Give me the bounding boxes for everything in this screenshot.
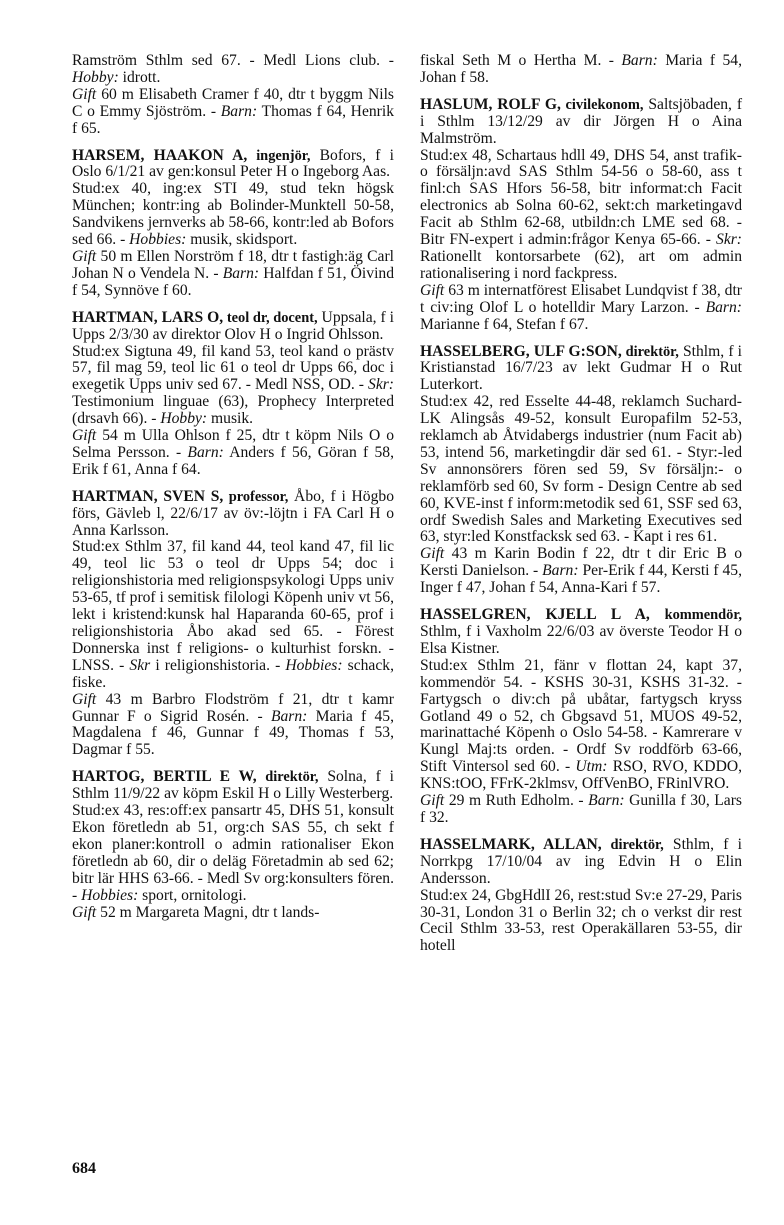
- entry-text: RSO, RVO, KDDO, KNS:tOO, FFrK-2klmsv, OffVenBO, FRinlVRO.: [420, 758, 742, 793]
- field-label: Skr:: [716, 231, 742, 249]
- entry-text: Maria f 45, Magdalena f 46, Gunnar f 49, Thomas f 53, Dagmar f 55.: [72, 707, 394, 759]
- entry-text: 52 m Margareta Magni, dtr t lands-: [96, 903, 320, 921]
- entry-text: Sthlm, f i Vaxholm 22/6/03 av överste Teodor H o Elsa Kistner.: [420, 623, 742, 657]
- entry-text: Per-Erik f 44, Kersti f 45, Inger f 47, Johan f 54, Anna-Kari f 57.: [420, 562, 742, 597]
- entry-text: Stud:ex Sigtuna 49, fil kand 53, teol kand o prästv 57, fil mag 59, teol lic 61 o teol dr Upps 66, doc i exegetik Upps univ sed 67. - Medl NSS, OD. -: [72, 342, 394, 394]
- entry-paragraph: [72, 249, 394, 300]
- entry-paragraph: [72, 344, 394, 429]
- field-label: Barn:: [542, 562, 579, 580]
- field-label: Hobby:: [160, 410, 208, 428]
- entry-heading-paragraph: [420, 837, 742, 888]
- entry-paragraph: [72, 803, 394, 904]
- entry-paragraph: [420, 546, 742, 597]
- entry-heading-paragraph: [420, 344, 742, 395]
- entry-text: Sthlm, f i Norrkpg 17/10/04 av ing Edvin H o Elin Andersson.: [420, 835, 743, 887]
- field-label: Gift: [420, 545, 445, 563]
- entry-paragraph: [72, 87, 394, 138]
- entry-text: Stud:ex Sthlm 21, fänr v flottan 24, kapt 37, kommendör 54. - KSHS 30-31, KSHS 31-32. - Fartygsch o div:ch på ubåtar, fartygsch kryss Gotland 49 o 52, ch Gbgsavd 51, MUOS 49-52, marinattaché Köpenh o Oslo 54-58. - Kamrerare v Kungl Maj:ts orden. - Ordf Sv roddförb 63-66, Stift Vintersol sed 60. -: [420, 656, 742, 776]
- entry-text: Halfdan f 51, Öivind f 54, Synnöve f 60.: [72, 264, 394, 299]
- entry-title: civilekonom,: [560, 96, 644, 113]
- entry-name: HARSEM, HAAKON A,: [72, 146, 248, 164]
- entry-name: HARTMAN, LARS O,: [72, 308, 224, 326]
- entry-heading-paragraph: [420, 607, 742, 658]
- entry-text: sport, ornitologi.: [138, 886, 247, 904]
- field-label: Skr:: [368, 376, 394, 394]
- entry-text: 29 m Ruth Edholm. -: [444, 792, 589, 810]
- field-label: Hobbies:: [129, 231, 187, 249]
- entry-name: HARTMAN, SVEN S,: [72, 487, 224, 505]
- field-label: Utm:: [575, 758, 608, 776]
- entry-text: 60 m Elisabeth Cramer f 40, dtr t byggm Nils C o Emmy Sjöström. -: [72, 85, 394, 120]
- entry-paragraph: [420, 888, 742, 956]
- entry-text: schack, fiske.: [72, 656, 394, 691]
- field-label: Gift: [72, 247, 97, 265]
- entry-name: HARTOG, BERTIL E W,: [72, 768, 257, 786]
- entry-text: Saltsjöbaden, f i Sthlm 13/12/29 av dir Jörgen H o Aina Malmström.: [420, 95, 743, 147]
- entry-text: i religionshistoria. -: [150, 656, 286, 674]
- field-label: Barn:: [270, 707, 308, 725]
- entry-text: idrott.: [118, 68, 161, 86]
- entry-text: 43 m Barbro Flodström f 21, dtr t kamr Gunnar F o Sigrid Rosén. -: [72, 690, 394, 725]
- entry-title: direktör,: [621, 343, 679, 360]
- entry-text: Marianne f 64, Stefan f 67.: [420, 315, 589, 333]
- field-label: Hobbies:: [81, 886, 139, 904]
- entry-text: Stud:ex 43, res:off:ex pansartr 45, DHS 51, konsult Ekon företledn ab 51, org:ch SAS 55, ch sekt f ekon planer:kontroll o admin rationaliser Ekon företledn ab 60, dir o deläg Företadmin ab sed 62; bitr lär HHS 63-66. - Medl Sv org:konsulters fören. -: [72, 802, 394, 904]
- biography-entry: [420, 837, 742, 955]
- entry-paragraph: [72, 428, 394, 479]
- field-label: Barn:: [187, 443, 224, 461]
- entry-title: direktör,: [601, 836, 664, 853]
- entry-heading-paragraph: [72, 769, 394, 803]
- entry-text: Åbo, f i Högbo förs, Gävleb l, 22/6/17 av öv:-löjtn i FA Carl H o Anna Karlsson.: [72, 487, 394, 539]
- entry-heading-paragraph: [420, 97, 742, 148]
- field-label: Gift: [72, 427, 97, 445]
- entry-title: direktör,: [256, 769, 319, 786]
- entry-paragraph: [420, 793, 742, 827]
- entry-text: Stud:ex 42, red Esselte 44-48, reklamch Suchard-LK Alingsås 49-52, konsult Europafilm 52-53, reklamch ab Åtvidabergs industrier (num Facit ab) 53, intend 56, marketingdir där sed 61. - Styr:-led Sv annonsörers fören sed 59, Sv försäljn:- o reklamförb sed 60, Sv form - Design Centre ab sed 60, KVE-inst f inform:metodik sed 61, SSF sed 63, ordf Swedish Sales and Marketing Executives sed 63, styr:led Konstfacksk sed 63. - Kapt i res 61.: [420, 393, 742, 546]
- entry-name: HASLUM, ROLF G,: [420, 95, 561, 113]
- entry-name: HASSELMARK, ALLAN,: [420, 835, 602, 853]
- biography-entry: [420, 344, 742, 598]
- field-label: Gift: [72, 690, 97, 708]
- biography-entry: [72, 489, 394, 760]
- field-label: Gift: [72, 85, 97, 103]
- entry-name: HASSELBERG, ULF G:SON,: [420, 342, 622, 360]
- entry-text: Thomas f 64, Henrik f 65.: [72, 102, 394, 137]
- entry-paragraph: [72, 905, 394, 922]
- field-label: Barn:: [222, 264, 260, 282]
- entry-text: Stud:ex 40, ing:ex STI 49, stud tekn högsk München; kontr:ing ab Bolinder-Munktell 50-58, Sandvikens jernverks ab 58-66, kontr:led ab Bofors sed 66. -: [72, 180, 394, 249]
- right-column: [420, 53, 742, 955]
- entry-name: HASSELGREN, KJELL L A,: [420, 606, 650, 624]
- entry-text: Anders f 56, Göran f 58, Erik f 61, Anna f 64.: [72, 443, 394, 478]
- entry-text: 54 m Ulla Ohlson f 25, dtr t köpm Nils O o Selma Persson. -: [72, 427, 394, 461]
- entry-text: 63 m internatförest Elisabet Lundqvist f 38, dtr t civ:ing Olof L o hotelldir Mary Larzon. -: [420, 281, 742, 316]
- entry-text: Solna, f i Sthlm 11/9/22 av köpm Eskil H o Lilly Westerberg.: [72, 768, 395, 803]
- page-number: 684: [72, 1160, 96, 1177]
- entry-title: kommendör,: [649, 607, 742, 624]
- field-label: Barn:: [705, 298, 742, 316]
- entry-text: musik.: [207, 410, 254, 428]
- entry-text: Sthlm, f i Kristianstad 16/7/23 av lekt Gudmar H o Rut Luterkort.: [420, 342, 742, 394]
- entry-text: Maria f 54, Johan f 58.: [420, 52, 742, 86]
- entry-title: teol dr, docent,: [223, 309, 318, 326]
- entry-paragraph: [420, 658, 742, 793]
- field-label: Gift: [420, 792, 445, 810]
- entry-heading-paragraph: [420, 53, 742, 87]
- field-label: Gift: [420, 281, 445, 299]
- entry-title: ingenjör,: [247, 147, 311, 164]
- field-label: Barn:: [621, 52, 658, 69]
- entry-text: 43 m Karin Bodin f 22, dtr t dir Eric B o Kersti Danielson. -: [420, 545, 742, 580]
- field-label: Barn:: [220, 102, 258, 120]
- biography-entry: [420, 97, 742, 334]
- entry-heading-paragraph: [72, 310, 394, 344]
- field-label: Barn:: [588, 792, 625, 810]
- biography-entry: [420, 53, 742, 87]
- entry-text: Stud:ex 24, GbgHdlI 26, rest:stud Sv:e 27-29, Paris 30-31, London 31 o Berlin 32; ch o verkst dir rest Cecil Sthlm 33-53, rest Operakällaren 53-55, dir hotell: [420, 886, 742, 955]
- entry-paragraph: [420, 283, 742, 334]
- entry-text: Stud:ex Sthlm 37, fil kand 44, teol kand 47, fil lic 49, teol lic 53 o teol dr Upps 54; doc i religionshistoria med religionspsykologi Upps univ 53-65, tf prof i semitisk filologi Köpenh univ vt 56, lekt i kristend:kunsk hal Haparanda 60-65, prof i religionshistoria Åbo akad sed 65. - Förest Donnerska inst f religions- o kulturhist forskn. - LNSS. -: [72, 538, 394, 674]
- biography-entry: [420, 607, 742, 827]
- biography-entry: [72, 769, 394, 921]
- entry-text: Stud:ex 48, Schartaus hdll 49, DHS 54, anst trafik- o försäljn:avd SAS Sthlm 54-56 o 58-60, ass t finl:ch SAS Hfors 56-58, bitr informat:ch Facit electronics ab Solna 60-62, sekt:ch marketingavd Facit ab Sthlm 62-68, utbildn:ch LME sed 68. - Bitr FN-expert i admin:frågor Kenya 65-66. -: [420, 146, 742, 249]
- entry-paragraph: [72, 181, 394, 249]
- entry-paragraph: [420, 148, 742, 283]
- entry-text: fiskal Seth M o Hertha M. -: [420, 52, 622, 69]
- entry-text: Gunilla f 30, Lars f 32.: [420, 792, 742, 826]
- field-label: Hobby:: [72, 68, 119, 86]
- field-label: Hobbies:: [285, 656, 343, 674]
- entry-paragraph: [72, 692, 394, 760]
- entry-heading-paragraph: [72, 53, 394, 87]
- entry-paragraph: [72, 539, 394, 691]
- field-label: Skr: [129, 656, 151, 674]
- biography-entry: [72, 310, 394, 479]
- left-column: [72, 53, 394, 921]
- entry-heading-paragraph: [72, 148, 394, 182]
- entry-text: Uppsala, f i Upps 2/3/30 av direktor Olov H o Ingrid Ohlsson.: [72, 308, 394, 343]
- entry-text: Testimonium linguae (63), Prophecy Interpreted (drsavh 66). -: [72, 393, 394, 428]
- entry-text: musik, skidsport.: [186, 231, 298, 249]
- field-label: Gift: [72, 903, 97, 921]
- entry-text: 50 m Ellen Norström f 18, dtr t fastigh:äg Carl Johan N o Vendela N. -: [72, 247, 394, 282]
- entry-heading-paragraph: [72, 489, 394, 540]
- biography-entry: [72, 148, 394, 300]
- entry-text: Bofors, f i Oslo 6/1/21 av gen:konsul Peter H o Ingeborg Aas.: [72, 146, 394, 181]
- entry-text: Ramström Sthlm sed 67. - Medl Lions club. -: [72, 52, 394, 69]
- biography-entry: [72, 53, 394, 138]
- entry-title: professor,: [223, 488, 289, 505]
- entry-paragraph: [420, 394, 742, 546]
- entry-text: Rationellt kontorsarbete (62), art om admin rationalisering i nord fackpress.: [420, 247, 742, 282]
